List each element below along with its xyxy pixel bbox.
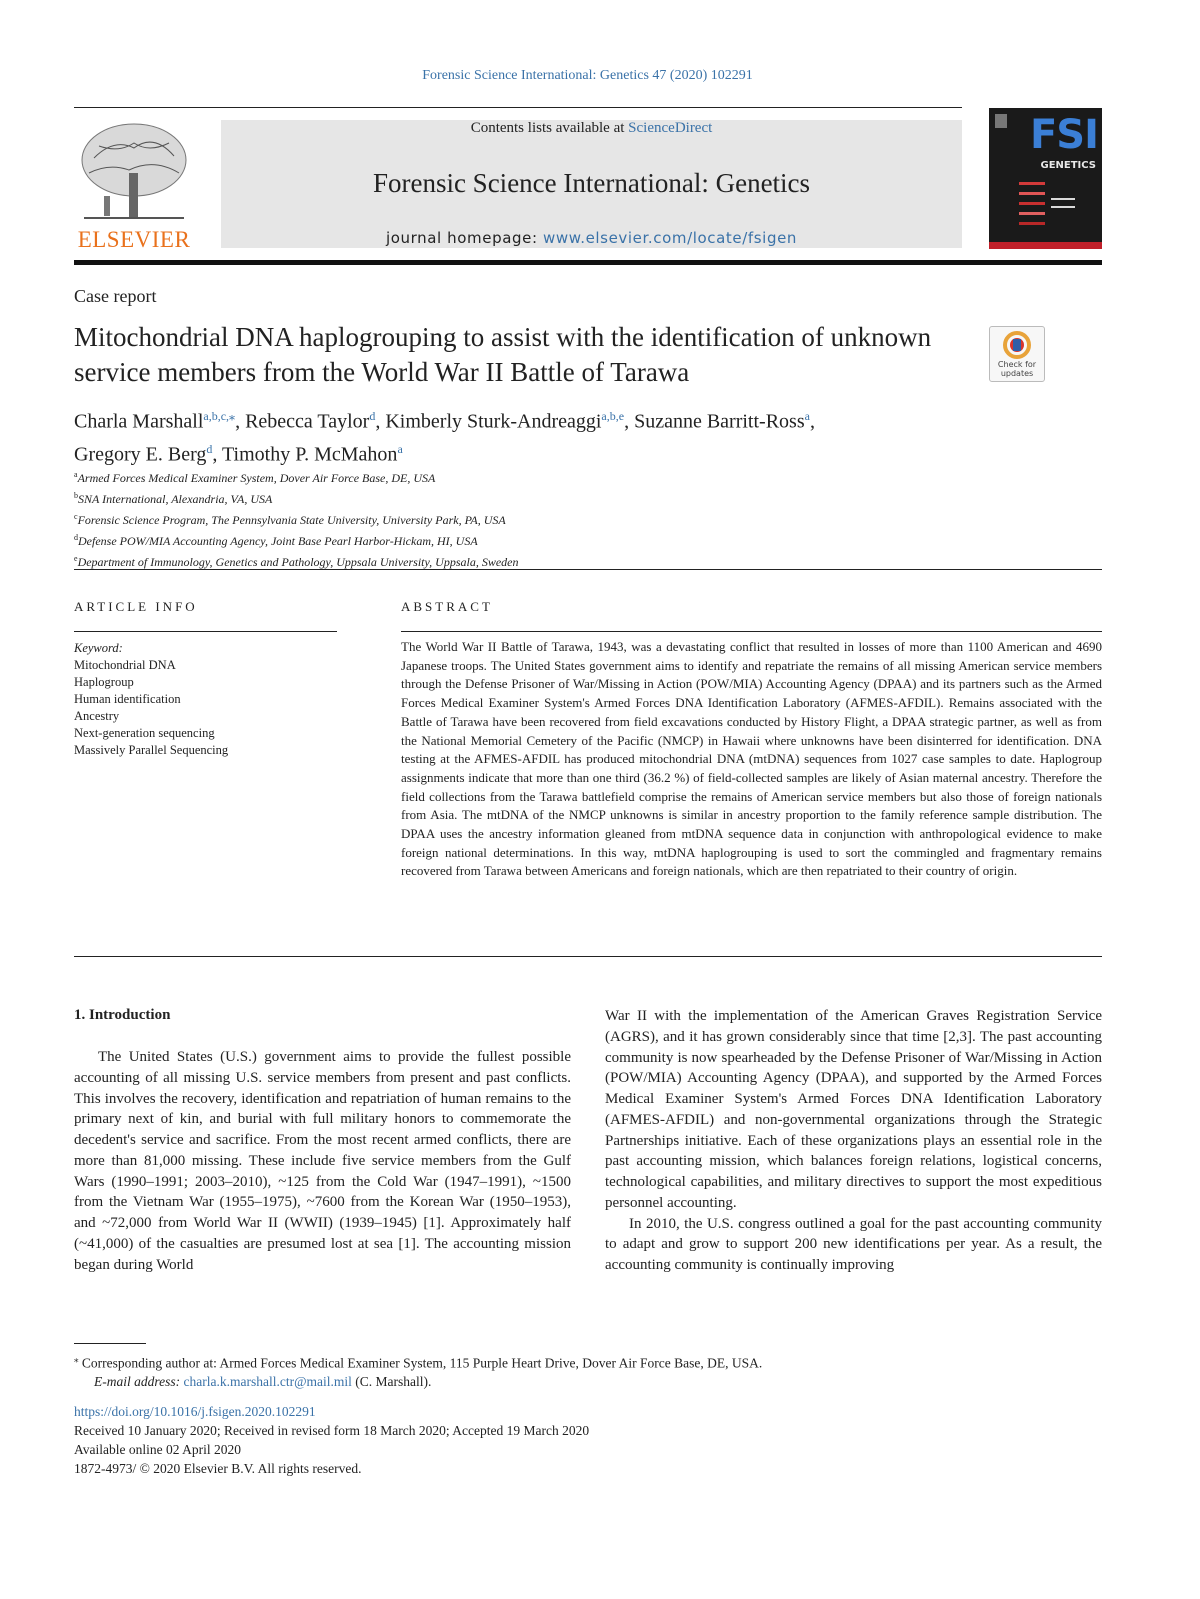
corresponding-author-text: Corresponding author at: Armed Forces Medical Examiner System, 115 Purple Heart Drive, Dover Air Force Base, DE, USA.: [81, 1355, 763, 1371]
affiliation-text: Department of Immunology, Genetics and Pathology, Uppsala University, Uppsala, Sweden: [77, 555, 519, 569]
email-suffix: (C. Marshall).: [355, 1373, 432, 1389]
header-rule: [74, 107, 962, 108]
affiliation-item: [74, 466, 519, 487]
section-heading-introduction: 1. Introduction: [74, 1007, 171, 1023]
affiliation-text: SNA International, Alexandria, VA, USA: [78, 492, 273, 506]
corresponding-author-line: [74, 1350, 762, 1373]
keyword-item: Haplogroup: [74, 675, 134, 689]
cover-subtitle: GENETICS: [1040, 160, 1096, 171]
article-type: Case report: [74, 286, 157, 306]
affiliation-item: [74, 508, 519, 529]
author-name[interactable]: Charla Marshall: [74, 410, 204, 433]
email-link[interactable]: charla.k.marshall.ctr@mail.mil: [183, 1373, 352, 1389]
affiliation-text: Armed Forces Medical Examiner System, Dover Air Force Base, DE, USA: [77, 471, 436, 485]
author-affiliation-marker[interactable]: d: [369, 409, 376, 423]
abstract-rule: [401, 631, 1102, 632]
received-dates: Received 10 January 2020; Received in revised form 18 March 2020; Accepted 19 March 2020: [74, 1423, 590, 1438]
keyword-label: Keyword:: [74, 641, 123, 655]
author-affiliation-marker[interactable]: a: [804, 409, 810, 423]
publisher-wordmark: ELSEVIER: [77, 227, 191, 252]
author-separator: ,: [212, 443, 223, 466]
email-line: [74, 1373, 762, 1391]
journal-title: Forensic Science International: Genetics: [372, 168, 811, 198]
affiliation-key: d: [74, 533, 78, 542]
journal-reference[interactable]: Forensic Science International: Genetics 47 (2020) 102291: [422, 68, 753, 83]
footnote-marker: ⁎: [74, 1354, 79, 1364]
cover-publisher-icon: [995, 114, 1007, 128]
author-list: [74, 403, 1104, 468]
author-separator: ,: [809, 410, 815, 433]
keyword-item: Ancestry: [74, 709, 120, 723]
publication-info: [74, 1402, 589, 1478]
article-info-rule: [74, 631, 337, 632]
keyword-item: Next-generation sequencing: [74, 726, 215, 740]
doi-link[interactable]: https://doi.org/10.1016/j.fsigen.2020.102291: [74, 1404, 316, 1419]
contents-prefix: Contents lists available at: [470, 120, 629, 136]
email-label: E-mail address:: [94, 1373, 181, 1389]
abstract-bottom-rule: [74, 956, 1102, 957]
author-separator: ,: [235, 410, 246, 433]
author-name[interactable]: Rebecca Taylor: [245, 410, 370, 433]
affiliation-item: [74, 550, 519, 571]
gel-bands-icon: [1019, 178, 1079, 238]
cover-title: FSI: [1029, 112, 1098, 158]
cover-stripe: [989, 242, 1102, 249]
keywords-block: [74, 640, 228, 759]
abstract-heading: ABSTRACT: [401, 599, 493, 614]
author-name[interactable]: Gregory E. Berg: [74, 443, 207, 466]
affiliation-key: a: [74, 470, 78, 479]
body-column-left: [74, 1047, 571, 1275]
header-thick-rule: [74, 260, 1102, 265]
check-updates-icon: [1002, 331, 1032, 359]
author-affiliation-marker[interactable]: a: [397, 441, 403, 456]
homepage-link[interactable]: www.elsevier.com/locate/fsigen: [542, 229, 798, 247]
keyword-item: Massively Parallel Sequencing: [74, 743, 229, 757]
check-for-updates-button[interactable]: [989, 326, 1045, 382]
affiliation-text: Defense POW/MIA Accounting Agency, Joint Base Pearl Harbor-Hickam, HI, USA: [78, 534, 478, 548]
affiliation-item: [74, 487, 519, 508]
tree-icon: [74, 118, 194, 223]
article-info-heading: ARTICLE INFO: [74, 599, 198, 614]
keyword-item: Mitochondrial DNA: [74, 658, 176, 672]
affiliation-list: [74, 466, 519, 571]
homepage-line: [221, 229, 962, 247]
keyword-item: Human identification: [74, 692, 181, 706]
intro-paragraph: In 2010, the U.S. congress outlined a goal for the past accounting community to adapt and grow to support 200 new identifications per year. As a result, the accounting community is continually improving: [605, 1215, 1102, 1273]
affiliation-text: Forensic Science Program, The Pennsylvania State University, University Park, PA, USA: [77, 513, 506, 527]
copyright-line: 1872-4973/ © 2020 Elsevier B.V. All rights reserved.: [74, 1461, 362, 1476]
footnote-rule: [74, 1343, 146, 1344]
abstract-text: The World War II Battle of Tarawa, 1943, was a devastating conflict that resulted in losses of more than 1100 American and 4690 Japanese troops. The United States government aims to identify and repatriate the remains of all missing American service members through the Defense Prisoner of War/Missing in Action (POW/MIA) Accounting Agency (DPAA) and its partners such as the Armed Forces Medical Examiner System's Armed Forces DNA Identification Laboratory (AFMES-AFDIL). Remains associated with the Battle of Tarawa have been recovered from field excavations conducted by History Flight, a DPAA strategic partner, as well as from the National Memorial Cemetery of the Pacific (NMCP) in Hawaii where unknowns have been disinterred for identification. DNA testing at the AFMES-AFDIL has produced mitochondrial DNA (mtDNA) sequences from 1027 case samples to date. Haplogroup assignments indicate that more than one third (36.2 %) of field-collected samples are likely of Asian maternal ancestry. Therefore the field collections from the Tarawa battlefield comprise the remains of American service members but also those of foreign nationals from Asia. The mtDNA of the NMCP unknowns is similar in ancestry proportion to the family reference sample distribution. The DPAA uses the ancestry information gleaned from mtDNA sequence data in conjunction with anthropological evidence to make foreign national determinations. In this way, mtDNA haplogrouping is used to sort the commingled and fragmentary remains recovered from Tarawa between Americans and foreign nationals, which are then repatriated to their country of origin.: [401, 639, 1102, 879]
contents-line: [221, 120, 962, 137]
affiliation-rule: [74, 569, 1102, 570]
check-updates-label: Check for updates: [997, 360, 1037, 378]
journal-banner: [221, 120, 962, 248]
article-title: Mitochondrial DNA haplogrouping to assist with the identification of unknown service members from the World War II Battle of Tarawa: [74, 322, 932, 387]
sciencedirect-link[interactable]: ScienceDirect: [628, 120, 713, 136]
journal-cover[interactable]: [989, 108, 1102, 249]
affiliation-item: [74, 529, 519, 550]
author-separator: ,: [624, 410, 635, 433]
author-affiliation-marker[interactable]: a,b,e: [601, 409, 625, 423]
elsevier-logo: [74, 118, 194, 253]
author-name[interactable]: Suzanne Barritt-Ross: [634, 410, 805, 433]
affiliation-key: b: [74, 491, 78, 500]
body-column-right: [605, 1006, 1102, 1276]
intro-paragraph-continued: War II with the implementation of the American Graves Registration Service (AGRS), and it has grown considerably since that time [2,3]. The past accounting community is now spearheaded by the Defense Prisoner of War/Missing in Action (POW/MIA) Accounting Agency (DPAA), and supported by the Armed Forces Medical Examiner System's Armed Forces DNA Identification Laboratory (AFMES-AFDIL) and non-governmental organizations through the Strategic Partnerships initiative. Each of these organizations plays an essential role in the past accounting mission, which balances foreign relations, logistical concerns, technological capabilities, and military directives to support the most expeditious personnel accounting.: [605, 1008, 1102, 1211]
homepage-prefix: journal homepage:: [385, 229, 543, 247]
author-name[interactable]: Timothy P. McMahon: [222, 443, 398, 466]
author-affiliation-marker[interactable]: a,b,c,⁎: [203, 409, 236, 423]
author-separator: ,: [375, 410, 386, 433]
intro-paragraph: The United States (U.S.) government aims to provide the fullest possible accounting of all missing U.S. service members from present and past conflicts. This involves the recovery, identification and repatriation of human remains to the primary next of kin, and burial with full military honors to commemorate the decedent's service and sacrifice. From the most recent armed conflicts, there are more than 81,000 missing. These include five service members from the Gulf Wars (1990–1991; 2003–2010), ~125 from the Cold War (1947–1991), ~1500 from the Vietnam War (1955–1975), ~7600 from the Korean War (1950–1953), and ~72,000 from World War II (WWII) (1939–1945) [1]. Approximately half (~41,000) of the casualties are presumed lost at sea [1]. The accounting mission began during World: [74, 1049, 571, 1273]
affiliation-key: e: [74, 554, 78, 563]
author-affiliation-marker[interactable]: d: [206, 441, 213, 456]
author-name[interactable]: Kimberly Sturk-Andreaggi: [385, 410, 602, 433]
affiliation-key: c: [74, 512, 78, 521]
corresponding-footnote: [74, 1350, 762, 1391]
available-online: Available online 02 April 2020: [74, 1442, 241, 1457]
